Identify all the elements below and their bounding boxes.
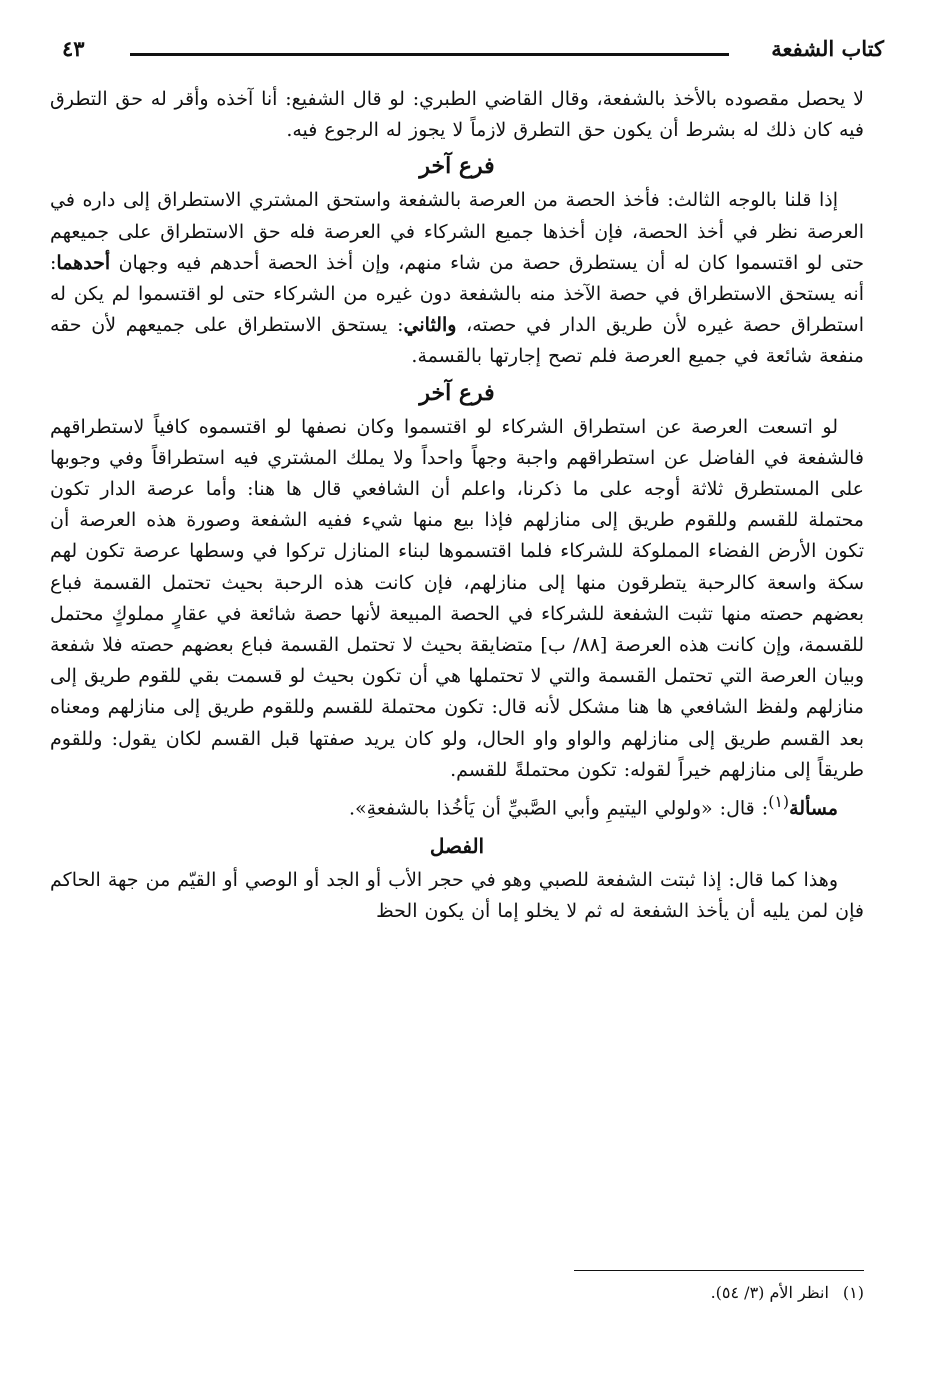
- page-header: [62, 34, 884, 70]
- section-heading-1: فرع آخر: [419, 153, 495, 180]
- footnote-rule: [574, 1270, 864, 1271]
- body-text: [50, 84, 864, 927]
- section-heading-3: الفصل: [429, 833, 485, 858]
- paragraph-2-part-a: إذا قلنا بالوجه الثالث: فأخذ الحصة من العرصة بالشفعة واستحق المشتري الاستطراق إلى داره في العرصة نظر في أخذ الحصة، فإن أخذها جميع الشركاء في العرصة فله حق الاستطراق على جميعهم حتى لو اقتسموا كان له أن يستطرق حصة من شاء منهم، وإن أخذ الحصة أحدهم فيه وجهان: [50, 189, 864, 274]
- paragraph-2-part-c: : يستحق الاستطراق على جميعهم لأن حقه منفعة شائعة في جميع العرصة فلم تصح إجارتها بالقسمة.: [50, 314, 864, 368]
- paragraph-2: [50, 185, 864, 372]
- footnote-reference: (١): [768, 792, 790, 812]
- masala-text: : قال: «ولولي اليتيمِ وأبي الصَّبيِّ أن يَأخُذا بالشفعةِ».: [349, 797, 769, 820]
- paragraph-4: وهذا كما قال: إذا ثبتت الشفعة للصبي وهو في حجر الأب أو الجد أو الوصي أو القيّم من جهة الحاكم فإن لمن يليه أن يأخذ الشفعة له ثم لا يخلو إما أن يكون الحظ: [50, 868, 864, 922]
- section-heading-2: فرع آخر: [419, 379, 495, 406]
- paragraph-3: لو اتسعت العرصة عن استطراق الشركاء لو اقتسموا وكان نصفها لو اقتسموه كافياً لاستطراقهم فالشفعة في الفاضل عن استطراقهم واجبة وجهاً واحداً ولا يملك المشتري فيه استطراقاً وفي وجوبها على المستطرق ثلاثة أوجه على ما ذكرنا، واعلم أن الشافعي قال ها هنا: وأما عرصة الدار تكون محتملة للقسم وللقوم طريق إلى منازلهم فإذا بيع منها شيء ففيه الشفعة وصورة هذه العرصة أن تكون الأرض الفضاء المملوكة للشركاء فلما اقتسموها لبناء المنازل تركوا في وسطها عرصة تكون لهم سكة واسعة كالرحبة يتطرقون منها إلى منازلهم، فإن كانت هذه الرحبة بحيث تحتمل القسمة فباع بعضهم حصته منها تثبت الشفعة للشركاء في الحصة المبيعة لأنها حصة شائعة في عقارٍ مملوكٍ محتمل للقسمة، وإن كانت هذه العرصة [٨٨/ ب] متضايقة بحيث لا تحتمل القسمة فباع بعضهم حصته فلا شفعة وبيان العرصة التي تحتمل القسمة والتي لا تحتملها هي أن تكون بحيث لو قسمت بقي للقوم طريق إلى منازلهم ولفظ الشافعي ها هنا مشكل لأنه قال: تكون محتملة للقسم وللقوم طريق إلى منازلهم ومعناه بعد القسم طريق إلى منازلهم والواو واو الحال، ولو كان يريد صفتها قبل القسم لكان يقول: وللقوم طريقاً إلى منازلهم خيراً لقوله: تكون محتملةً للقسم.: [50, 415, 865, 781]
- footnote: [711, 1283, 864, 1302]
- header-rule: [130, 53, 729, 56]
- page-number: ٤٣: [62, 36, 85, 61]
- paragraph-1: لا يحصل مقصوده بالأخذ بالشفعة، وقال القاضي الطبري: لو قال الشفيع: أنا آخذه وأقر له حق التطرق فيه كان ذلك له بشرط أن يكون حق التطرق لازماً لا يجوز له الرجوع فيه.: [50, 88, 864, 142]
- masala-label: مسألة: [789, 797, 838, 820]
- footnote-text: انظر الأم (٣/ ٥٤).: [710, 1283, 829, 1302]
- paragraph-2-part-b: : أنه يستحق الاستطراق في حصة الآخذ منه بالشفعة دون غيره من الشركاء حتى لو اقتسموا لم يكن له استطراق حصة غيره لأن طريق الدار في حصته،: [50, 251, 864, 337]
- running-title: كتاب الشفعة: [771, 36, 884, 61]
- bold-term-first: أحدهما: [56, 251, 111, 274]
- masala-line: [50, 786, 864, 825]
- bold-term-second: والثاني: [403, 314, 457, 337]
- footnote-marker: (١): [842, 1283, 864, 1302]
